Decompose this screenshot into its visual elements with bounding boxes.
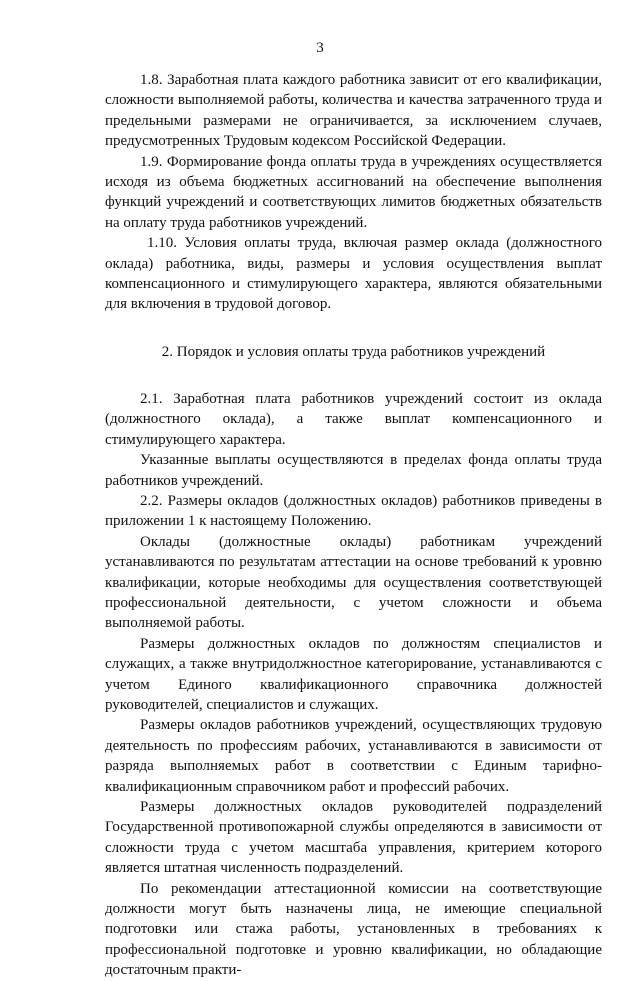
paragraph-1-9: 1.9. Формирование фонда оплаты труда в учреждениях осуществляется исходя из объема бюджетных ассигнований на обеспечение выполнения функций учреждений и соответствующих лимитов бюджетных обязательств на оплату труда работников учреждений. — [105, 153, 602, 231]
paragraph-workers-salaries: Размеры окладов работников учреждений, осуществляющих трудовую деятельность по профессиям рабочих, устанавливаются в зависимости от разряда выполняемых работ в соответствии с Единым тарифно-квалификационным справочником работ и профессий рабочих. — [105, 717, 602, 795]
paragraph-attestation-recommendation: По рекомендации аттестационной комиссии на соответствующие должности могут быть назначены лица, не имеющие специальной подготовки или стажа работы, установленных в требованиях к профессиональной подготовке и уровню квалификации, но обладающие достаточным практи- — [105, 880, 602, 979]
document-body — [105, 70, 602, 981]
paragraph-1-10: 1.10. Условия оплаты труда, включая размер оклада (должностного оклада) работника, виды, размеры и условия осуществления выплат компенсационного и стимулирующего характера, являются обязательными для включения в трудовой договор. — [105, 235, 602, 313]
paragraph-specialists-salaries: Размеры должностных окладов по должностям специалистов и служащих, а также внутридолжностное категорирование, устанавливаются с учетом Единого квалификационного справочника должностей руководителей, специалистов и служащих. — [105, 635, 602, 713]
paragraph-2-2: 2.2. Размеры окладов (должностных окладов) работников приведены в приложении 1 к настоящему Положению. — [105, 492, 602, 530]
paragraph-salary-attestation: Оклады (должностные оклады) работникам учреждений устанавливаются по результатам аттестации на основе требований к уровню квалификации, которые необходимы для осуществления соответствующей профессиональной деятельности, с учетом сложности и объема выполняемой работы. — [105, 533, 602, 632]
page-number: 3 — [316, 40, 324, 56]
paragraph-1-8: 1.8. Заработная плата каждого работника зависит от его квалификации, сложности выполняемой работы, количества и качества затраченного труда и предельными размерами не ограничивается, за исключением случаев, предусмотренных Трудовым кодексом Российской Федерации. — [105, 72, 602, 150]
section-2-heading: 2. Порядок и условия оплаты труда работников учреждений — [161, 343, 546, 360]
paragraph-fire-service-salaries: Размеры должностных окладов руководителей подразделений Государственной противопожарной службы определяются в зависимости от сложности труда с учетом масштаба управления, критерием которого является штатная численность подразделений. — [105, 799, 602, 877]
paragraph-2-1: 2.1. Заработная плата работников учреждений состоит из оклада (должностного оклада), а также выплат компенсационного и стимулирующего характера. — [105, 390, 602, 448]
paragraph-2-1-note: Указанные выплаты осуществляются в пределах фонда оплаты труда работников учреждений. — [105, 452, 602, 489]
